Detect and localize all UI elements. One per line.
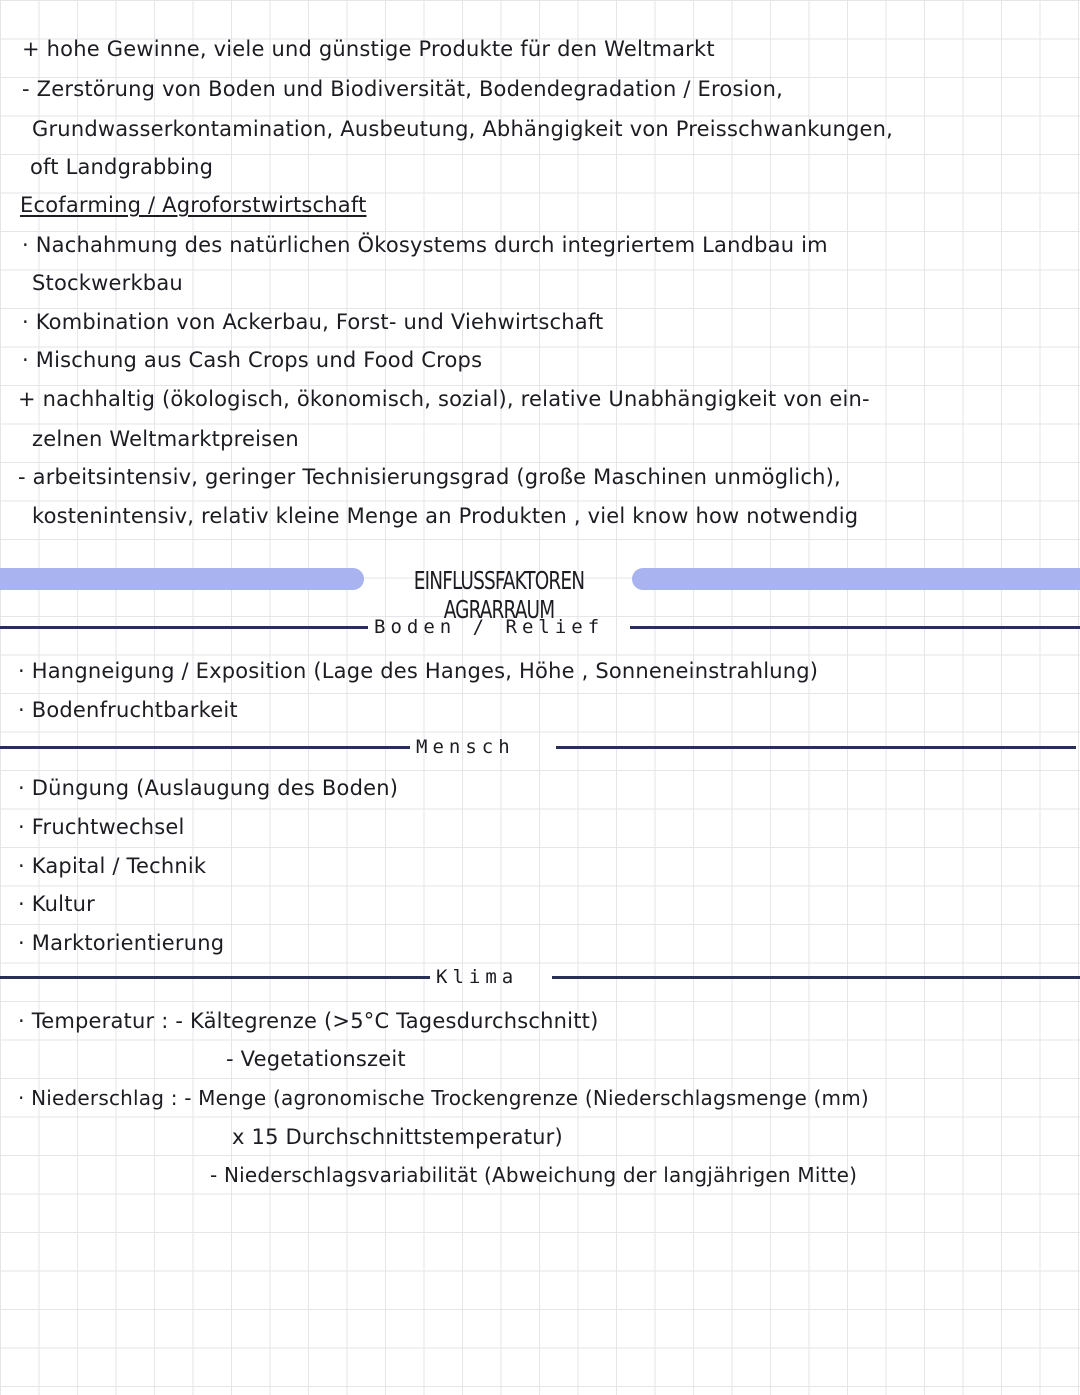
klima-temperature: · Temperatur : - Kältegrenze (>5°C Tagesdurchschnitt) bbox=[18, 1009, 599, 1033]
pro-line: + hohe Gewinne, viele und günstige Produkte für den Weltmarkt bbox=[22, 37, 715, 61]
mensch-rule-left bbox=[0, 746, 410, 749]
heading-band-right bbox=[632, 568, 1080, 590]
boden-rule-right bbox=[630, 626, 1080, 629]
ecofarming-pro-cont: zelnen Weltmarktpreisen bbox=[32, 427, 299, 451]
con-line: - Zerstörung von Boden und Biodiversität, Bodendegradation / Erosion, bbox=[22, 77, 783, 101]
boden-item: · Bodenfruchtbarkeit bbox=[18, 698, 238, 722]
klima-precipitation-cont: x 15 Durchschnittstemperatur) bbox=[232, 1125, 563, 1149]
klima-temperature-cont: - Vegetationszeit bbox=[226, 1047, 406, 1071]
mensch-rule-right bbox=[556, 746, 1076, 749]
klima-precipitation-cont: - Niederschlagsvariabilität (Abweichung der langjährigen Mitte) bbox=[210, 1163, 858, 1187]
section-title: EINFLUSSFAKTOREN AGRARRAUM bbox=[413, 566, 585, 624]
mensch-title: Mensch bbox=[416, 736, 515, 758]
con-line-cont: oft Landgrabbing bbox=[30, 155, 214, 179]
mensch-item: · Kapital / Technik bbox=[18, 854, 207, 878]
klima-title: Klima bbox=[436, 966, 519, 988]
mensch-item: · Kultur bbox=[18, 892, 95, 916]
con-line-cont: Grundwasserkontamination, Ausbeutung, Abhängigkeit von Preisschwankungen, bbox=[32, 117, 894, 141]
boden-item: · Hangneigung / Exposition (Lage des Hanges, Höhe , Sonneneinstrahlung) bbox=[18, 659, 819, 683]
ecofarming-point: · Nachahmung des natürlichen Ökosystems durch integriertem Landbau im bbox=[22, 233, 828, 257]
ecofarming-point: · Mischung aus Cash Crops und Food Crops bbox=[22, 348, 483, 372]
heading-band-left bbox=[0, 568, 364, 590]
klima-precipitation: · Niederschlag : - Menge (agronomische Trockengrenze (Niederschlagsmenge (mm) bbox=[18, 1086, 869, 1110]
ecofarming-point: · Kombination von Ackerbau, Forst- und Viehwirtschaft bbox=[22, 310, 604, 334]
klima-rule-right bbox=[552, 976, 1080, 979]
boden-rule-left bbox=[0, 626, 368, 629]
ecofarming-con-cont: kostenintensiv, relativ kleine Menge an Produkten , viel know how notwendig bbox=[32, 504, 859, 528]
klima-rule-left bbox=[0, 976, 430, 979]
ecofarming-heading: Ecofarming / Agroforstwirtschaft bbox=[20, 193, 367, 217]
boden-title: Boden / Relief bbox=[374, 616, 605, 638]
mensch-item: · Düngung (Auslaugung des Boden) bbox=[18, 776, 399, 800]
ecofarming-pro: + nachhaltig (ökologisch, ökonomisch, sozial), relative Unabhängigkeit von ein- bbox=[18, 387, 870, 411]
mensch-item: · Fruchtwechsel bbox=[18, 815, 185, 839]
ecofarming-con: - arbeitsintensiv, geringer Technisierungsgrad (große Maschinen unmöglich), bbox=[18, 465, 841, 489]
ecofarming-point-cont: Stockwerkbau bbox=[32, 271, 183, 295]
mensch-item: · Marktorientierung bbox=[18, 931, 225, 955]
